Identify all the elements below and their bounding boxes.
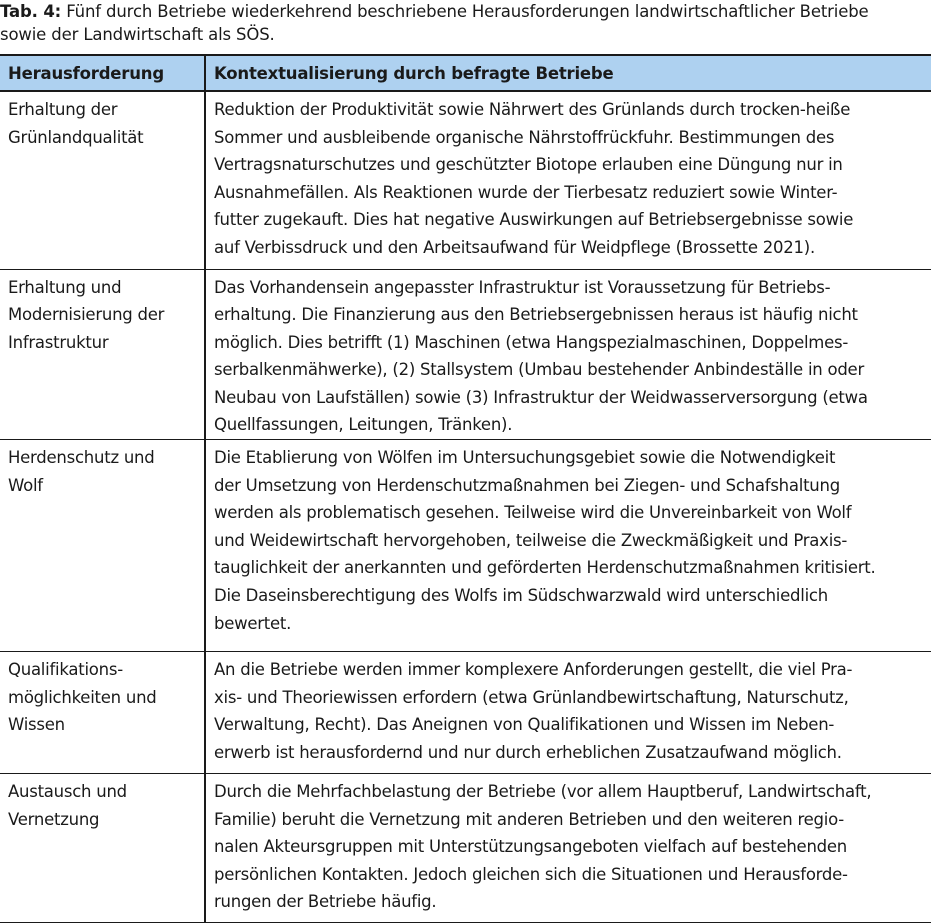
table-caption [0, 0, 925, 46]
context-line: Reduktion der Produktivität sowie Nährwert des Grünlands durch trocken-heiße [214, 100, 851, 119]
challenge-line: Qualifikations- [8, 660, 123, 680]
header-challenge: Herausforderung [0, 55, 205, 91]
challenge-cell [0, 440, 205, 652]
table-row [0, 440, 931, 652]
challenge-cell [0, 774, 205, 923]
challenges-table [0, 54, 931, 923]
context-line: Neubau von Laufställen) sowie (3) Infrastruktur der Weidwasserversorgung (etwa [214, 387, 868, 407]
context-cell [205, 440, 931, 652]
context-line: rungen der Betriebe häufig. [214, 892, 437, 912]
context-line: tauglichkeit der anerkannten und geförderten Herdenschutzmaßnahmen kritisiert. [214, 558, 876, 578]
caption-line-2: sowie der Landwirtschaft als SÖS. [0, 25, 275, 44]
challenge-line: Vernetzung [8, 809, 100, 829]
context-line: serbalkenmähwerke), (2) Stallsystem (Umbau bestehender Anbindeställe in oder [214, 360, 864, 380]
context-line: erhaltung. Die Finanzierung aus den Betriebsergebnissen heraus ist häufig nicht [214, 305, 858, 325]
context-line: und Weidewirtschaft hervorgehoben, teilweise die Zweckmäßigkeit und Praxis- [214, 530, 848, 550]
table-row [0, 652, 931, 774]
challenge-line: Austausch und [8, 782, 127, 802]
context-line: Ausnahmefällen. Als Reaktionen wurde der Tierbesatz reduziert sowie Winter- [214, 182, 838, 202]
challenge-line: Wolf [8, 475, 43, 495]
context-line: werden als problematisch gesehen. Teilweise wird die Unvereinbarkeit von Wolf [214, 503, 852, 523]
challenge-line: Infrastruktur [8, 332, 109, 352]
context-line: Verwaltung, Recht). Das Aneignen von Qualifikationen und Wissen im Neben- [214, 715, 835, 735]
context-line: Familie) beruht die Vernetzung mit anderen Betrieben und den weiteren regio- [214, 809, 844, 829]
challenge-line: Erhaltung und [8, 277, 122, 297]
challenge-line: möglichkeiten und [8, 687, 157, 707]
table-row [0, 269, 931, 440]
challenge-line: Grünlandqualität [8, 127, 144, 147]
challenge-line: Erhaltung der [8, 100, 118, 119]
caption-label: Tab. 4: [0, 2, 62, 21]
context-cell [205, 774, 931, 923]
context-line: Quellfassungen, Leitungen, Tränken). [214, 415, 513, 435]
context-line: der Umsetzung von Herdenschutzmaßnahmen bei Ziegen- und Schafshaltung [214, 475, 840, 495]
context-line: Das Vorhandensein angepasster Infrastruktur ist Voraussetzung für Betriebs- [214, 277, 831, 297]
challenge-cell [0, 91, 205, 269]
challenge-line: Modernisierung der [8, 305, 165, 325]
context-line: futter zugekauft. Dies hat negative Auswirkungen auf Betriebsergebnisse sowie [214, 210, 854, 230]
context-cell [205, 269, 931, 440]
table-header-row [0, 55, 931, 91]
challenge-cell [0, 269, 205, 440]
context-line: Die Etablierung von Wölfen im Untersuchungsgebiet sowie die Notwendigkeit [214, 448, 836, 468]
context-cell [205, 91, 931, 269]
context-line: Durch die Mehrfachbelastung der Betriebe (vor allem Hauptberuf, Landwirtschaft, [214, 782, 872, 802]
challenge-line: Wissen [8, 715, 65, 735]
context-line: An die Betriebe werden immer komplexere Anforderungen gestellt, die viel Pra- [214, 660, 853, 680]
context-line: bewertet. [214, 613, 292, 633]
context-line: auf Verbissdruck und den Arbeitsaufwand für Weidpflege (Brossette 2021). [214, 237, 815, 257]
context-line: xis- und Theoriewissen erfordern (etwa Grünlandbewirtschaftung, Naturschutz, [214, 687, 849, 707]
context-line: möglich. Dies betrifft (1) Maschinen (etwa Hangspezialmaschinen, Doppelmes- [214, 332, 849, 352]
table-row [0, 774, 931, 923]
context-line: nalen Akteursgruppen mit Unterstützungsangeboten vielfach auf bestehenden [214, 837, 848, 857]
caption-text-1: Fünf durch Betriebe wiederkehrend beschriebene Herausforderungen landwirtschaftlicher Betriebe [66, 2, 869, 21]
context-line: Vertragsnaturschutzes und geschützter Biotope erlauben eine Düngung nur in [214, 155, 843, 175]
caption-line-1 [0, 0, 925, 23]
header-context: Kontextualisierung durch befragte Betriebe [205, 55, 931, 91]
challenge-cell [0, 652, 205, 774]
context-line: Sommer und ausbleibende organische Nährstoffrückfuhr. Bestimmungen des [214, 127, 835, 147]
context-cell [205, 652, 931, 774]
context-line: Die Daseinsberechtigung des Wolfs im Südschwarzwald wird unterschiedlich [214, 586, 828, 606]
context-line: persönlichen Kontakten. Jedoch gleichen sich die Situationen und Herausforde- [214, 864, 848, 884]
context-line: erwerb ist herausfordernd und nur durch erheblichen Zusatzaufwand möglich. [214, 742, 842, 762]
table-row [0, 91, 931, 269]
challenge-line: Herdenschutz und [8, 448, 155, 468]
